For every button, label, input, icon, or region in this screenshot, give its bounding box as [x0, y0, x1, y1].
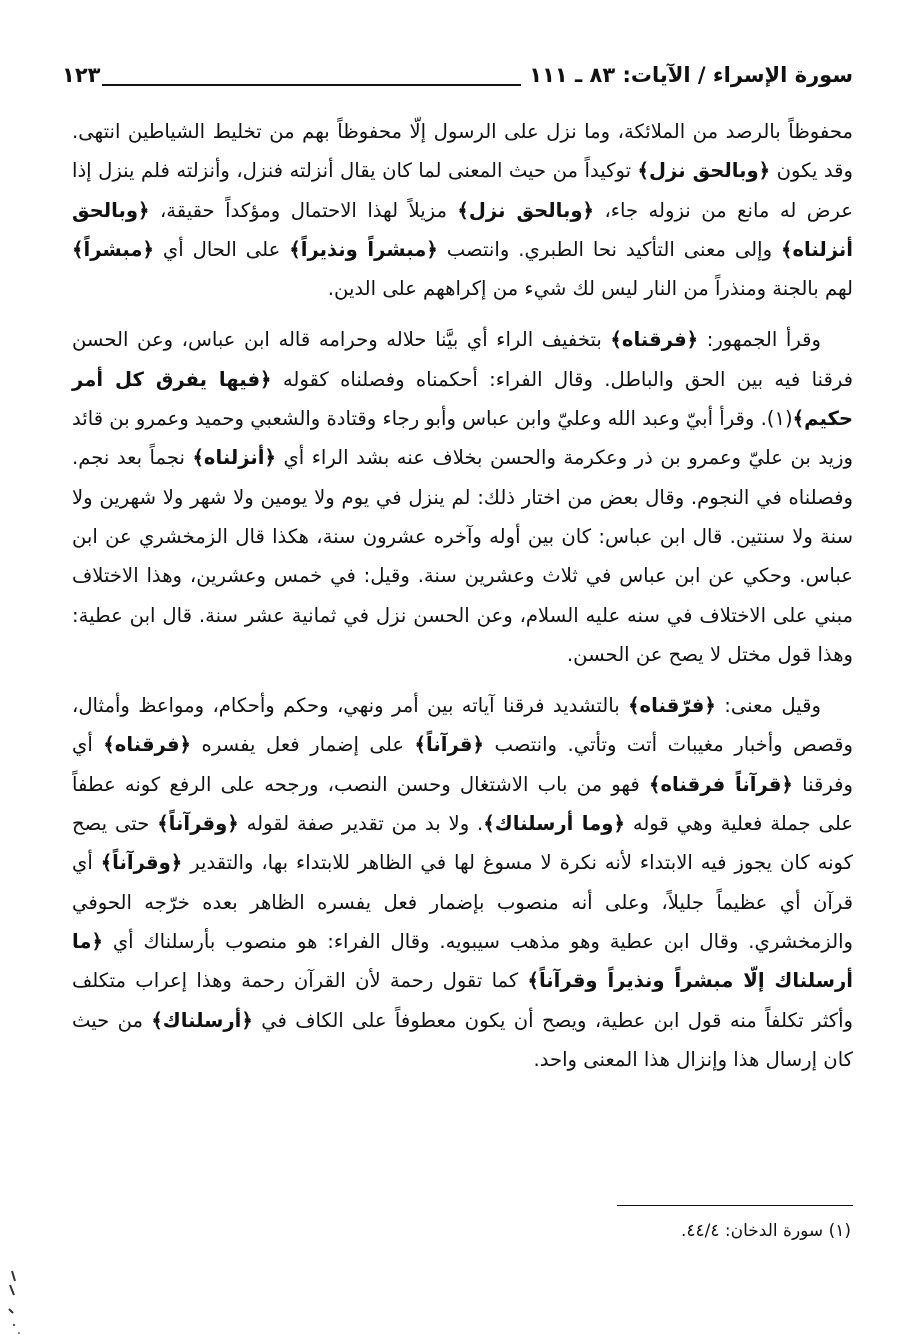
quranic-quote: ﴿وبالحق نزل﴾: [637, 159, 771, 183]
text-run: (١). وقرأ أبيّ وعبد الله وعليّ وابن عباس وأبو رجاء وقتادة والشعبي وحميد وعمرو بن قائد وزيد بن عليّ وعمرو بن ذر وعكرمة والحسن بخلاف عنه بشد الراء أي: [72, 407, 853, 470]
text-run: بالتشديد فرقنا آياته بين أمر ونهي، وحكم وأحكام، ومواعظ وأمثال، وقصص وأخبار مغيبات أتت وتأتي. وانتصب: [72, 694, 853, 757]
quranic-quote: ﴿فيها يفرق كل أمر حكيم﴾: [72, 367, 853, 431]
footnote-rule: [617, 1205, 853, 1206]
text-run: نجماً بعد نجم. وفصلناه في النجوم. وقال بعض من اختار ذلك: لم ينزل في يوم ولا يومين ولا شهر ولا شهرين ولا سنة ولا سنتين. قال ابن عباس: كان بين أوله وآخره عشرون سنة، هكذا قال الزمخشري عن ابن عباس. وحكي عن ابن عباس في ثلاث وعشرين سنة. وقيل: في خمس وعشرين، وهذا الاختلاف مبني على الاختلاف في سنه عليه السلام، وعن الحسن نزل في ثمانية عشر سنة. قال ابن عطية: وهذا قول مختل لا يصح عن الحسن.: [72, 446, 853, 666]
quranic-quote: ﴿وقرآناً﴾: [157, 812, 239, 836]
quranic-quote: ﴿أنزلناه﴾: [192, 446, 276, 470]
text-run: وقيل معنى:: [715, 694, 821, 718]
quranic-quote: ﴿وبالحق أنزلناه﴾: [72, 198, 854, 261]
paragraph: [72, 112, 853, 308]
header-rule: [102, 84, 523, 86]
text-run: بتخفيف الراء أي بيَّنا حلاله وحرامه قاله ابن عباس، وعن الحسن فرقنا فيه بين الحق والباطل. وقال الفراء: أحكمناه وفصلناه كقوله: [72, 328, 854, 391]
quranic-quote: ﴿قرآناً﴾: [414, 733, 484, 757]
text-run: أي وفرقنا: [72, 733, 853, 796]
scan-artifact-marks: [0, 1265, 30, 1341]
text-run: مزيلاً لهذا الاحتمال ومؤكداً حقيقة،: [149, 198, 458, 222]
text-run: فهو من باب الاشتغال وحسن النصب، ورجحه على الرفع كونه عطفاً على جملة فعلية وهي قوله: [72, 772, 854, 836]
text-run: محفوظاً بالرصد من الملائكة، وما نزل على الرسول إلّا محفوظاً بهم من تخليط الشياطين انتهى. وقد يكون: [72, 120, 853, 183]
text-run: توكيداً من حيث المعنى لما كان يقال أنزلته فنزل، وأنزلته فلم ينزل إذا عرض له مانع من نزوله جاء،: [72, 159, 853, 222]
text-run: كما تقول رحمة لأن القرآن رحمة وهذا إعراب متكلف وأكثر تكلفاً منه قول ابن عطية، ويصح أن يكون معطوفاً على الكاف في: [72, 969, 853, 1032]
text-run: لهم بالجنة ومنذراً من النار ليس لك شيء من إكراههم على الدين.: [327, 277, 853, 301]
page-number: ١٢٣: [62, 63, 101, 87]
quranic-quote: ﴿فرقناه﴾: [610, 328, 699, 352]
quranic-quote: ﴿مبشراً﴾: [72, 237, 154, 261]
header-title: سورة الإسراء / الآيات: ٨٣ ـ ١١١: [521, 62, 853, 88]
quranic-quote: ﴿فرقناه﴾: [103, 733, 192, 757]
body-text: [72, 112, 853, 1079]
text-run: وقرأ الجمهور:: [698, 328, 821, 352]
quranic-quote: ﴿قرآناً فرقناه﴾: [648, 772, 793, 796]
text-run: حتى يصح كونه كان يجوز فيه الابتداء لأنه نكرة لا مسوغ لها في الظاهر للابتداء بها، والتقدير: [72, 812, 853, 875]
text-run: من حيث كان إرسال هذا وإنزال هذا المعنى واحد.: [72, 1008, 853, 1071]
text-run: أي قرآن أي عظيماً جليلاً، وعلى أنه منصوب بإضمار فعل يفسره الظاهر بعده خرّجه الحوفي والزمخشري. وقال ابن عطية وهو مذهب سيبويه. وقال الفراء: هو منصوب بأرسلناك أي: [72, 851, 853, 953]
quranic-quote: ﴿مبشراً ونذيراً﴾: [289, 237, 438, 261]
paragraph: [72, 686, 853, 1079]
text-run: . ولا بد من تقدير صفة لقوله: [238, 812, 484, 836]
quranic-quote: ﴿وقرآناً﴾: [100, 851, 183, 875]
quranic-quote: ﴿ما أرسلناك إلّا مبشراً ونذيراً وقرآناً﴾: [72, 929, 853, 993]
footnote: (١) سورة الدخان: ٤٤/٤.: [680, 1221, 851, 1241]
quranic-quote: ﴿وبالحق نزل﴾: [457, 198, 595, 222]
quranic-quote: ﴿فرّقناه﴾: [628, 694, 716, 718]
text-run: على الحال أي: [153, 237, 290, 261]
running-header: [62, 62, 853, 98]
quranic-quote: ﴿وما أرسلناك﴾: [483, 812, 625, 836]
text-run: على إضمار فعل يفسره: [191, 733, 415, 757]
text-run: وإلى معنى التأكيد نحا الطبري. وانتصب: [437, 237, 781, 261]
quranic-quote: ﴿أرسلناك﴾: [151, 1008, 253, 1032]
paragraph: [72, 320, 853, 674]
